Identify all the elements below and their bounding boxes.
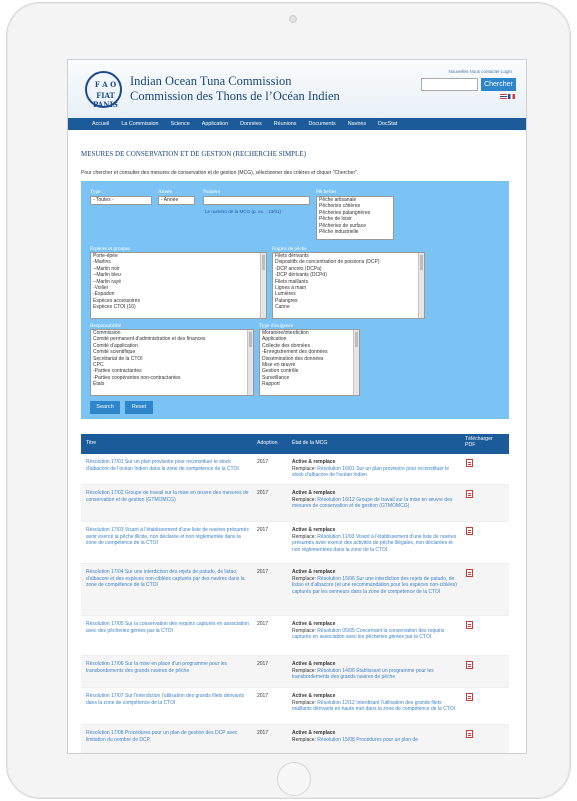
- pdf-icon[interactable]: [466, 490, 473, 498]
- requirement-option[interactable]: Moratoire/interdiction: [262, 330, 309, 336]
- gear-listbox[interactable]: [272, 252, 425, 319]
- species-option[interactable]: Porte-épée: [93, 253, 118, 259]
- gear-option[interactable]: Palangres: [275, 297, 298, 304]
- french-flag-icon[interactable]: [508, 94, 515, 99]
- fisheries-option[interactable]: Pêcheries de surface: [319, 222, 366, 229]
- pdf-icon[interactable]: [466, 621, 473, 629]
- state-status: Active & remplace: [292, 661, 336, 667]
- table-row: [81, 454, 509, 485]
- year-select[interactable]: - Année: [158, 196, 195, 205]
- replacement-note: [292, 576, 457, 596]
- nav-commission[interactable]: La Commission: [121, 121, 159, 127]
- responsibility-scrollbar[interactable]: [247, 330, 253, 395]
- adoption-year: 2017: [257, 621, 269, 627]
- requirement-listbox[interactable]: [259, 329, 360, 396]
- table-row: [81, 616, 509, 656]
- state-column-header: État de la MCG: [292, 440, 328, 446]
- replacement-link[interactable]: Résolution 11/03 Visant à l'établissement d'une liste de navires présumés avoir exercé des activités de pêche illégales, non déclarées et non réglementées dans la zone de la CTOI: [292, 533, 457, 553]
- fisheries-label: Pêcheries: [316, 189, 337, 195]
- replace-prefix: Remplace:: [292, 575, 318, 582]
- gear-label: Engins de pêche: [272, 246, 307, 252]
- replacement-note: [292, 466, 457, 479]
- responsibility-option[interactable]: -Parties contractantes: [93, 368, 142, 375]
- responsibility-listbox[interactable]: [90, 329, 254, 396]
- mcg-state: [292, 621, 457, 641]
- pdf-column-header: Télécharger PDF: [465, 436, 493, 448]
- number-input[interactable]: [203, 196, 310, 205]
- state-status: Active & remplace: [292, 527, 336, 533]
- responsibility-label: Responsabilité: [90, 323, 122, 329]
- replacement-link[interactable]: Résolution 16/01 Sur un plan provisoire pour reconstituer le stock d'albacore de l'océan Indien: [292, 465, 450, 478]
- scroll-thumb[interactable]: [355, 332, 358, 347]
- responsibility-option[interactable]: Secrétariat de la CTOI: [93, 355, 143, 362]
- resolution-title-link[interactable]: Résolution 17/05 Sur la conservation des requins capturés en association avec des pêcheries gérées par la CTOI: [86, 621, 249, 634]
- fisheries-option[interactable]: Pêche artisanale: [319, 197, 357, 203]
- nav-docstat[interactable]: DocStat: [378, 121, 398, 127]
- fisheries-option[interactable]: Pêcheries palangrières: [319, 209, 371, 216]
- gear-option[interactable]: -DCP dérivants (DCPd): [275, 272, 327, 279]
- gear-option[interactable]: Filets maillants: [275, 278, 309, 285]
- pdf-icon[interactable]: [466, 569, 473, 577]
- table-row: [81, 725, 509, 754]
- table-header: [81, 434, 509, 454]
- requirement-label: Type d'exigence: [259, 323, 294, 329]
- nav-meetings[interactable]: Réunions: [273, 121, 297, 127]
- gear-scrollbar[interactable]: [418, 253, 424, 318]
- table-row: [81, 564, 509, 616]
- organization-name-en: Indian Ocean Tuna Commission: [130, 74, 292, 88]
- main-content: [68, 130, 526, 754]
- organization-name-fr: Commission des Thons de l’Océan Indien: [130, 89, 340, 103]
- adoption-year: 2017: [257, 459, 269, 465]
- requirement-option[interactable]: Mise en œuvre: [262, 362, 296, 369]
- site-search-input[interactable]: [421, 78, 478, 91]
- mcg-state: [292, 490, 457, 510]
- scroll-thumb[interactable]: [262, 255, 265, 270]
- pdf-icon[interactable]: [466, 661, 473, 669]
- fao-logo-icon: F A O FIAT PANIS: [85, 71, 122, 108]
- year-label: Année: [158, 189, 172, 195]
- gear-option[interactable]: Filets dérivants: [275, 253, 309, 259]
- resolution-title-link[interactable]: Résolution 17/06 Sur la mise en place d'un programme pour les transbordements des grands navires de pêche: [86, 661, 228, 674]
- gear-option[interactable]: Canne: [275, 304, 290, 311]
- replacement-note: [292, 737, 457, 744]
- results-rows: [81, 454, 509, 754]
- mcg-state: [292, 527, 457, 553]
- replace-prefix: Remplace:: [292, 699, 318, 706]
- responsibility-option[interactable]: États: [93, 381, 105, 388]
- state-status: Active & remplace: [292, 569, 336, 575]
- resolution-title-link[interactable]: Résolution 17/02 Groupe de travail sur la mise en œuvre des mesures de conservation et de gestion (GTMOMCG): [86, 490, 249, 503]
- state-status: Active & remplace: [292, 693, 336, 699]
- requirement-option[interactable]: Gestion contrôle: [262, 368, 299, 375]
- tablet-frame: [6, 2, 571, 799]
- replace-prefix: Remplace:: [292, 465, 318, 472]
- resolution-title-link[interactable]: Résolution 17/01 Sur un plan provisoire pour reconstituer le stock d'albacore de l'océan Indien dans la zone de compétence de la CTOI: [86, 459, 239, 472]
- species-scrollbar[interactable]: [260, 253, 266, 318]
- results-table: [81, 434, 509, 754]
- replacement-link[interactable]: Résolution 16/12 Groupe de travail sur la mise en œuvre des mesures de conservation et de gestion (GTMOMCG): [292, 496, 453, 509]
- camera-icon: [289, 15, 297, 23]
- replacement-link[interactable]: Résolution 15/08 Procédures pour un plan de: [317, 736, 418, 743]
- fisheries-option[interactable]: Pêche industrielle: [319, 229, 359, 236]
- requirement-option[interactable]: Collecte des données: [262, 342, 311, 349]
- state-status: Active & remplace: [292, 459, 336, 465]
- state-status: Active & remplace: [292, 621, 336, 627]
- requirement-option[interactable]: Application: [262, 336, 287, 343]
- responsibility-option[interactable]: Comité d'application: [93, 342, 138, 349]
- replace-prefix: Remplace:: [292, 736, 318, 743]
- species-option[interactable]: --Marlin rayé: [93, 278, 122, 285]
- responsibility-option[interactable]: Commission: [93, 330, 121, 336]
- table-row: [81, 485, 509, 522]
- adoption-year: 2017: [257, 661, 269, 667]
- number-help: Le numéro de la MCG (p. ex. : 13/01): [205, 209, 282, 214]
- responsibility-option[interactable]: CPC: [93, 362, 104, 369]
- language-flags[interactable]: [499, 94, 515, 101]
- search-button[interactable]: Search: [90, 401, 120, 414]
- gear-option[interactable]: Lumières: [275, 291, 296, 298]
- mcg-state: [292, 693, 457, 713]
- page-title: MESURES DE CONSERVATION ET DE GESTION (RECHERCHE SIMPLE): [81, 150, 306, 158]
- site-search-button[interactable]: Chercher: [481, 78, 516, 91]
- number-label: Numéro: [203, 189, 221, 195]
- adoption-year: 2017: [257, 693, 269, 699]
- replacement-note: [292, 700, 457, 713]
- reset-button[interactable]: Reset: [125, 401, 153, 414]
- gear-option[interactable]: Dispositifs de concentration de poissons (DCP): [275, 259, 380, 266]
- resolution-title-link[interactable]: Résolution 17/07 Sur l'interdiction l'utilisation des grands filets dérivants dans la zone de compétence de la CTOI: [86, 693, 245, 706]
- site-header: [68, 60, 526, 118]
- pdf-icon[interactable]: [466, 459, 473, 467]
- page-intro: Pour chercher et consulter des mesures de conservation et de gestion (MCG), sélectionner des critères et cliquer "Chercher".: [81, 170, 359, 176]
- nav-home[interactable]: Accueil: [92, 121, 110, 127]
- resolution-title-link[interactable]: Résolution 17/08 Procédures pour un plan de gestion des DCP avec limitation du nombre de DCP,: [86, 730, 238, 743]
- mcg-state: [292, 730, 457, 743]
- species-label: Espèces et groupes: [90, 246, 131, 252]
- replace-prefix: Remplace:: [292, 533, 318, 540]
- species-option[interactable]: Espèces accessoires: [93, 297, 140, 304]
- species-option[interactable]: --Marlin bleu: [93, 272, 121, 279]
- adoption-year: 2017: [257, 527, 269, 533]
- nav-application[interactable]: Application: [201, 121, 229, 127]
- gear-option[interactable]: Lignes à main: [275, 285, 307, 292]
- replace-prefix: Remplace:: [292, 667, 318, 674]
- adoption-year: 2017: [257, 569, 269, 575]
- replacement-link[interactable]: Résolution 14/06 Établissant un programme pour les transbordements des grands navires de pêche: [292, 667, 434, 680]
- nav-science[interactable]: Science: [170, 121, 190, 127]
- species-option[interactable]: -Espadon: [93, 291, 115, 298]
- requirement-option[interactable]: Dissémination des données: [262, 355, 324, 362]
- pdf-icon[interactable]: [466, 527, 473, 535]
- type-select[interactable]: - Toutes -: [90, 196, 152, 205]
- type-label: Type: [90, 189, 101, 195]
- species-option[interactable]: --Marlin noir: [93, 265, 120, 272]
- browser-screen: [67, 59, 527, 754]
- table-row: [81, 522, 509, 564]
- species-option[interactable]: -Voilier: [93, 285, 109, 292]
- species-option[interactable]: -Marlins: [93, 259, 111, 266]
- replacement-link[interactable]: Résolution 15/06 Sur une interdiction des rejets de patudo, de listao et d'albacore (et une recommandation pour les espèces non-ciblées) capturés par les senneurs dans la zone de compétence de la CTOI: [292, 575, 457, 595]
- scroll-thumb[interactable]: [249, 332, 252, 347]
- title-column-header: Titre: [86, 440, 97, 446]
- replace-prefix: Remplace:: [292, 627, 318, 634]
- gear-option[interactable]: -DCP ancrés (DCPa): [275, 265, 322, 272]
- responsibility-option[interactable]: Comité scientifique: [93, 349, 136, 356]
- main-navigation: [68, 118, 526, 130]
- adoption-column-header: Adoption: [257, 440, 278, 446]
- adoption-year: 2017: [257, 490, 269, 496]
- table-row: [81, 656, 509, 688]
- replacement-link[interactable]: Résolution 12/12 Interdisant l'utilisation des grands filets maillants dérivants en haute mer dans la zone de compétence de la CTOI: [292, 699, 456, 712]
- mcg-state: [292, 459, 457, 479]
- requirement-option[interactable]: Surveillance: [262, 374, 290, 381]
- responsibility-option[interactable]: -Parties coopérantes non-contractantes: [93, 374, 181, 381]
- top-links[interactable]: Nouvelles Nous contacter Login: [448, 69, 512, 74]
- responsibility-option[interactable]: Comité permanent d'administration et des finances: [93, 336, 206, 343]
- species-listbox[interactable]: [90, 252, 267, 319]
- requirement-scrollbar[interactable]: [353, 330, 359, 395]
- replacement-note: [292, 497, 457, 510]
- pdf-icon[interactable]: [466, 693, 473, 701]
- resolution-title-link[interactable]: Résolution 17/04 Sur une interdiction des rejets de patudo, de listao, d'albacore et des espèces non-ciblées capturés par des navires dans la zone de compétence de la CTOI: [86, 569, 245, 588]
- fisheries-option[interactable]: Pêche de loisir: [319, 216, 352, 223]
- nav-vessels[interactable]: Navires: [347, 121, 367, 127]
- mcg-state: [292, 569, 457, 595]
- nav-documents[interactable]: Documents: [308, 121, 336, 127]
- replacement-link[interactable]: Résolution 05/05 Concernant la conservation des requins capturés en association avec les pêcheries gérées par la CTOI: [292, 627, 445, 640]
- state-status: Active & remplace: [292, 490, 336, 496]
- replacement-note: [292, 534, 457, 554]
- fisheries-listbox[interactable]: [316, 196, 394, 240]
- requirement-option[interactable]: -Enregistrement des données: [262, 349, 328, 356]
- requirement-option[interactable]: Rapport: [262, 381, 280, 388]
- resolution-title-link[interactable]: Résolution 17/03 Visant à l'établissement d'une liste de navires présumés avoir exercé la pêche illicite, non déclarée et non réglementée dans la zone de compétence de la CTOI: [86, 527, 249, 546]
- search-form-panel: [81, 181, 509, 419]
- nav-data[interactable]: Données: [240, 121, 262, 127]
- adoption-year: 2017: [257, 730, 269, 736]
- scroll-thumb[interactable]: [420, 255, 423, 270]
- table-row: [81, 688, 509, 725]
- replacement-note: [292, 628, 457, 641]
- fisheries-option[interactable]: Pêcheries côtières: [319, 203, 361, 210]
- replacement-note: [292, 668, 457, 681]
- pdf-icon[interactable]: [466, 730, 473, 738]
- home-button[interactable]: [277, 762, 311, 796]
- species-option[interactable]: Espèces CTOI (16): [93, 304, 136, 311]
- mcg-state: [292, 661, 457, 681]
- replace-prefix: Remplace:: [292, 496, 318, 503]
- state-status: Active & remplace: [292, 730, 336, 736]
- english-flag-icon[interactable]: [500, 94, 507, 99]
